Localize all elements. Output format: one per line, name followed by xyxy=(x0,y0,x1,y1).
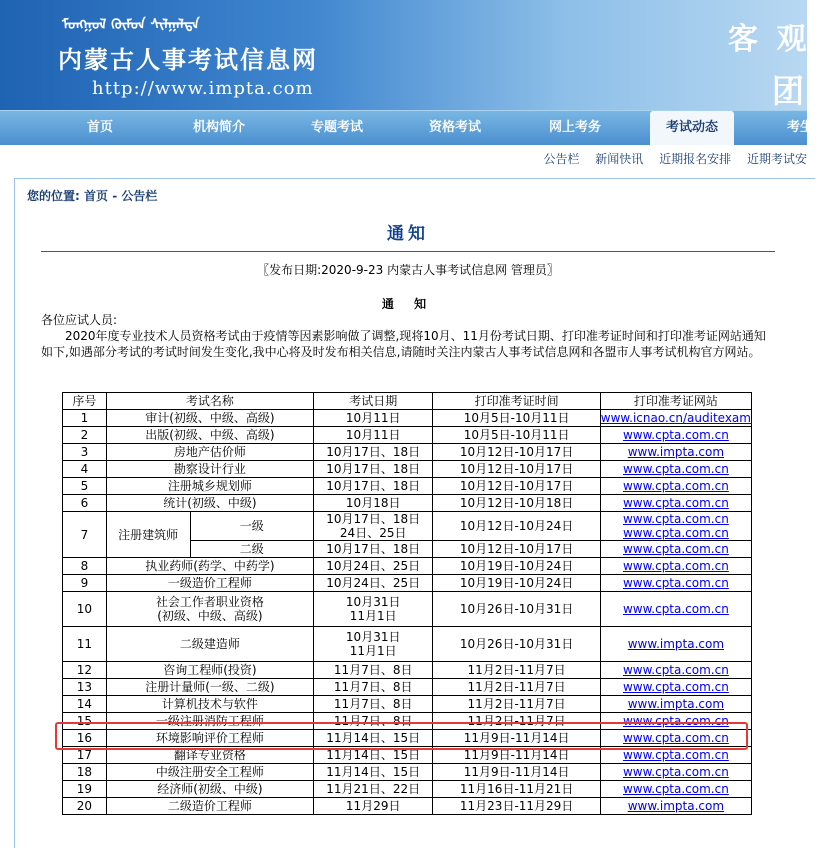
table-row xyxy=(63,575,752,592)
row-no: 4 xyxy=(63,461,107,478)
row-site-link[interactable]: www.impta.com xyxy=(600,627,751,662)
header-print: 打印准考证时间 xyxy=(433,393,600,410)
subnav-news[interactable]: 新闻快讯 xyxy=(595,152,644,166)
nav-item-about[interactable]: 机构简介 xyxy=(192,120,245,135)
row-site-link[interactable]: www.cpta.com.cn xyxy=(600,730,751,747)
row-date: 10月17日、18日 xyxy=(313,461,433,478)
row-date: 10月11日 xyxy=(313,427,433,444)
row-date: 10月18日 xyxy=(313,495,433,512)
row-no: 18 xyxy=(63,764,107,781)
table-row xyxy=(63,627,752,662)
row-date: 11月7日、8日 xyxy=(313,662,433,679)
row-no: 19 xyxy=(63,781,107,798)
subnav-registration[interactable]: 近期报名安排 xyxy=(659,152,732,166)
row-date: 11月14日、15日 xyxy=(313,747,433,764)
row-no: 17 xyxy=(63,747,107,764)
row-date: 10月11日 xyxy=(313,410,433,427)
row-print: 11月16日-11月21日 xyxy=(433,781,600,798)
row-name xyxy=(106,592,313,627)
row-site-link[interactable]: www.impta.com xyxy=(600,696,751,713)
row-name: 二级造价工程师 xyxy=(106,798,313,815)
row-no: 10 xyxy=(63,592,107,627)
row-date: 10月17日、18日 xyxy=(313,478,433,495)
breadcrumb-label: 您的位置: xyxy=(27,189,80,203)
row-date: 11月7日、8日 xyxy=(313,679,433,696)
row-print: 10月12日-10月24日 xyxy=(433,512,600,541)
banner-slogan-2: 团 xyxy=(772,72,805,110)
table-row xyxy=(63,512,752,541)
row-no: 11 xyxy=(63,627,107,662)
row-no: 2 xyxy=(63,427,107,444)
row-date: 11月14日、15日 xyxy=(313,764,433,781)
row-no: 1 xyxy=(63,410,107,427)
table-row xyxy=(63,558,752,575)
row-print: 10月19日-10月24日 xyxy=(433,558,600,575)
publish-info: 〖发布日期:2020-9-23 内蒙古人事考试信息网 管理员〗 xyxy=(257,263,559,277)
row-date: 11月7日、8日 xyxy=(313,713,433,730)
row-site-link[interactable]: www.cpta.com.cn xyxy=(600,461,751,478)
row-name-line1: 社会工作者职业资格 xyxy=(155,595,264,609)
site-banner xyxy=(0,0,811,110)
row-date-line2: 24日、25日 xyxy=(339,526,407,540)
notice-title: 通知 xyxy=(387,224,429,244)
row-site-link[interactable]: www.icnao.cn/auditexam xyxy=(600,411,751,425)
row-date-line2: 11月1日 xyxy=(349,609,397,623)
row-print: 11月2日-11月7日 xyxy=(433,662,600,679)
row-no: 7 xyxy=(63,512,107,558)
exam-schedule-table xyxy=(62,392,752,815)
nav-item-candidates[interactable]: 考生 xyxy=(786,120,813,135)
row-print: 10月12日-10月17日 xyxy=(433,541,600,558)
row-print: 11月2日-11月7日 xyxy=(433,713,600,730)
row-site-link[interactable]: www.cpta.com.cn xyxy=(600,495,751,512)
row-site-link[interactable]: www.cpta.com.cn xyxy=(600,541,751,558)
banner-slogan: 客 观 xyxy=(728,22,811,57)
row-print: 10月26日-10月31日 xyxy=(433,592,600,627)
site-url: http://www.impta.com xyxy=(92,78,314,99)
row-name: 咨询工程师(投资) xyxy=(106,662,313,679)
row-no: 20 xyxy=(63,798,107,815)
row-name-line2: (初级、中级、高级) xyxy=(157,609,263,623)
row-name: 勘察设计行业 xyxy=(106,461,313,478)
table-row xyxy=(63,679,752,696)
row-name: 房地产估价师 xyxy=(106,444,313,461)
row-no: 14 xyxy=(63,696,107,713)
table-row-highlighted xyxy=(63,713,752,730)
row-print: 10月19日-10月24日 xyxy=(433,575,600,592)
row-site-link[interactable]: www.cpta.com.cn xyxy=(600,781,751,798)
row-name: 执业药师(药学、中药学) xyxy=(106,558,313,575)
row-name: 注册计量师(一级、二级) xyxy=(106,679,313,696)
row-name: 一级造价工程师 xyxy=(106,575,313,592)
table-row xyxy=(63,764,752,781)
main-nav xyxy=(0,110,813,145)
site-title: 内蒙古人事考试信息网 xyxy=(58,46,318,74)
nav-item-exam-news[interactable]: 考试动态 xyxy=(650,111,734,145)
row-name: 翻译专业资格 xyxy=(106,747,313,764)
nav-item-home[interactable]: 首页 xyxy=(86,120,113,135)
row-name: 出版(初级、中级、高级) xyxy=(106,427,313,444)
notice-body xyxy=(41,312,773,360)
row-date: 11月29日 xyxy=(313,798,433,815)
nav-item-special-exams[interactable]: 专题考试 xyxy=(310,120,363,135)
table-row xyxy=(63,662,752,679)
row-date xyxy=(313,512,433,541)
table-row xyxy=(63,427,752,444)
row-site-link[interactable]: www.cpta.com.cn xyxy=(600,592,751,627)
table-row xyxy=(63,592,752,627)
row-site-link[interactable]: www.cpta.com.cn xyxy=(600,558,751,575)
greeting: 各位应试人员: xyxy=(41,313,118,327)
row-date-line1: 10月31日 xyxy=(345,595,401,609)
sub-nav xyxy=(531,150,807,168)
row-date: 10月17日、18日 xyxy=(313,541,433,558)
row-name: 计算机技术与软件 xyxy=(106,696,313,713)
row-print: 11月9日-11月14日 xyxy=(433,747,600,764)
row-date-line1: 10月17日、18日 xyxy=(326,512,421,526)
row-no: 6 xyxy=(63,495,107,512)
row-site-link[interactable]: www.cpta.com.cn xyxy=(600,679,751,696)
row-date-line1: 10月31日 xyxy=(345,630,401,644)
row-name: 审计(初级、中级、高级) xyxy=(106,410,313,427)
row-site-link[interactable]: www.cpta.com.cn xyxy=(600,662,751,679)
row-name: 一级注册消防工程师 xyxy=(106,713,313,730)
row-site-link[interactable]: www.cpta.com.cn xyxy=(600,427,751,444)
nav-item-online-affairs[interactable]: 网上考务 xyxy=(548,120,601,135)
row-print: 10月12日-10月17日 xyxy=(433,444,600,461)
row-no: 15 xyxy=(63,713,107,730)
row-no: 12 xyxy=(63,662,107,679)
row-site-link[interactable]: www.cpta.com.cn xyxy=(622,512,729,526)
row-no: 8 xyxy=(63,558,107,575)
row-site-link[interactable]: www.cpta.com.cn xyxy=(600,478,751,495)
subnav-exam-schedule[interactable]: 近期考试安 xyxy=(746,152,807,166)
row-site-link[interactable]: www.cpta.com.cn xyxy=(600,747,751,764)
breadcrumb-separator: - xyxy=(108,189,122,203)
row-name: 中级注册安全工程师 xyxy=(106,764,313,781)
body-paragraph: 2020年度专业技术人员资格考试由于疫情等因素影响做了调整,现将10月、11月份考试日期、打印准考证时间和打印准考证网站通知如下,如遇部分考试的考试时间发生变化,我中心将及时发布相关信息,请随时关注内蒙古人事考试信息网和各盟市人事考试机构官方网站。 xyxy=(41,329,766,359)
row-print: 11月2日-11月7日 xyxy=(433,696,600,713)
row-date: 10月24日、25日 xyxy=(313,558,433,575)
table-row xyxy=(63,798,752,815)
table-row xyxy=(63,461,752,478)
mongolian-title: ᠮᠣᠩᠭᠣᠯ ᠬᠦᠮᠦᠨ ᠰᠢᠯᠭᠠᠯᠲᠠ xyxy=(62,17,200,33)
row-no: 9 xyxy=(63,575,107,592)
table-row xyxy=(63,444,752,461)
row-site-link[interactable]: www.impta.com xyxy=(600,444,751,461)
table-row xyxy=(63,781,752,798)
row-print: 10月26日-10月31日 xyxy=(433,627,600,662)
row-name: 经济师(初级、中级) xyxy=(106,781,313,798)
header-date: 考试日期 xyxy=(313,393,433,410)
header-name: 考试名称 xyxy=(106,393,313,410)
row-no: 3 xyxy=(63,444,107,461)
row-site-link[interactable]: www.cpta.com.cn xyxy=(600,764,751,781)
row-date: 10月17日、18日 xyxy=(313,444,433,461)
breadcrumb-current[interactable]: 公告栏 xyxy=(121,189,158,203)
row-date: 11月14日、15日 xyxy=(313,730,433,747)
table-row xyxy=(63,747,752,764)
nav-item-qualification-exams[interactable]: 资格考试 xyxy=(428,120,481,135)
table-header-row xyxy=(63,393,752,410)
row-subname: 一级 xyxy=(190,512,313,541)
row-date xyxy=(313,592,433,627)
table-row xyxy=(63,696,752,713)
row-site-link[interactable]: www.cpta.com.cn xyxy=(600,575,751,592)
row-site xyxy=(600,512,751,541)
row-site-link[interactable]: www.cpta.com.cn xyxy=(600,713,751,730)
title-divider xyxy=(41,251,775,252)
row-print: 11月2日-11月7日 xyxy=(433,679,600,696)
row-subname: 二级 xyxy=(190,541,313,558)
row-print: 10月12日-10月18日 xyxy=(433,495,600,512)
row-print: 10月5日-10月11日 xyxy=(433,427,600,444)
row-name: 统计(初级、中级) xyxy=(106,495,313,512)
row-site-link[interactable]: www.impta.com xyxy=(600,798,751,815)
table-row xyxy=(63,730,752,747)
table-row xyxy=(63,495,752,512)
row-print: 11月9日-11月14日 xyxy=(433,764,600,781)
row-name: 注册城乡规划师 xyxy=(106,478,313,495)
row-no: 13 xyxy=(63,679,107,696)
inner-title: 通 知 xyxy=(381,297,435,311)
row-print: 10月5日-10月11日 xyxy=(433,410,600,427)
header-site: 打印准考证网站 xyxy=(600,393,751,410)
row-print: 10月12日-10月17日 xyxy=(433,478,600,495)
row-no: 5 xyxy=(63,478,107,495)
content-panel xyxy=(14,178,815,848)
row-print: 10月12日-10月17日 xyxy=(433,461,600,478)
row-date xyxy=(313,627,433,662)
row-no: 16 xyxy=(63,730,107,747)
row-date: 10月24日、25日 xyxy=(313,575,433,592)
subnav-bulletin[interactable]: 公告栏 xyxy=(543,152,580,166)
row-name: 环境影响评价工程师 xyxy=(106,730,313,747)
table-row xyxy=(63,478,752,495)
table-row xyxy=(63,410,752,427)
row-print: 11月23日-11月29日 xyxy=(433,798,600,815)
header-no: 序号 xyxy=(63,393,107,410)
breadcrumb xyxy=(27,187,157,204)
row-site-link[interactable]: www.cpta.com.cn xyxy=(622,526,729,540)
row-print: 11月9日-11月14日 xyxy=(433,730,600,747)
row-name: 注册建筑师 xyxy=(106,512,190,558)
row-date-line2: 11月1日 xyxy=(349,644,397,658)
breadcrumb-home[interactable]: 首页 xyxy=(84,189,109,203)
row-date: 11月21日、22日 xyxy=(313,781,433,798)
row-name: 二级建造师 xyxy=(106,627,313,662)
row-date: 11月7日、8日 xyxy=(313,696,433,713)
